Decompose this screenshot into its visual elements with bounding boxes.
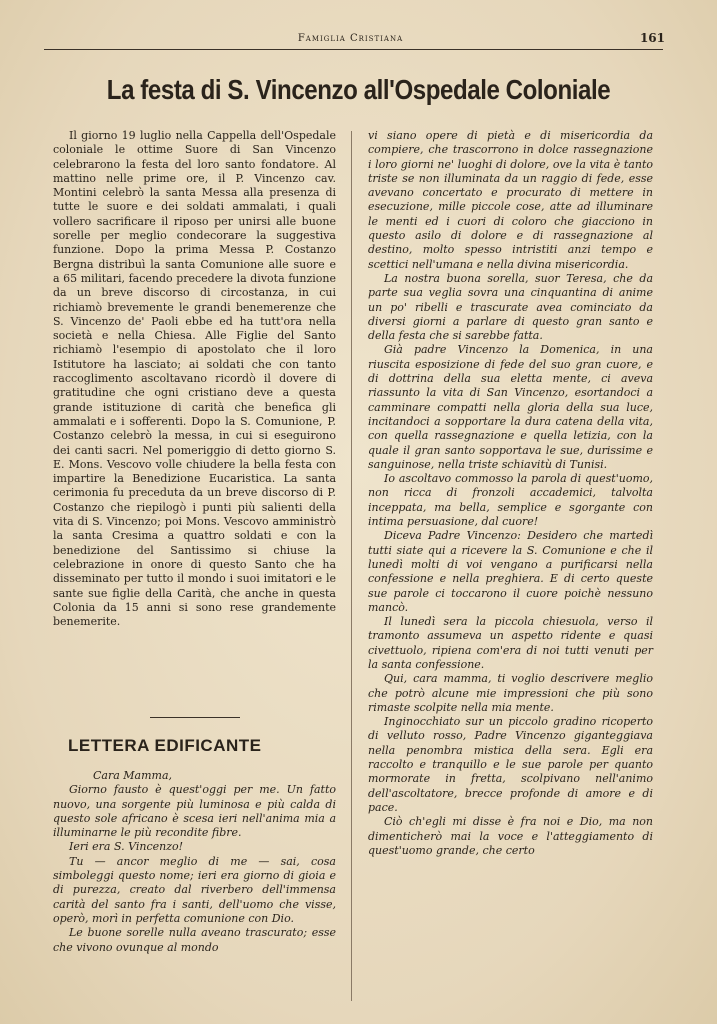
article-body-left-column (53, 129, 336, 629)
page-header (36, 30, 665, 48)
letter-paragraph: Qui, cara mamma, ti voglio descrivere meglio che potrò alcune mie impressioni che più sono rimaste scolpite nella mia mente. (368, 672, 653, 714)
letter-paragraph: La nostra buona sorella, suor Teresa, che da parte sua veglia sovra una cinquantina di anime un po' ribelli e trascurate avea cominciato da diversi giorni a parlare di questo gran santo e della festa che si sarebbe fatta. (368, 271, 653, 343)
letter-heading: LETTERA EDIFICANTE (68, 736, 262, 755)
header-rule (44, 49, 663, 50)
publication-name: Famiglia Cristiana (297, 33, 404, 44)
letter-paragraph: Il lunedì sera la piccola chiesuola, verso il tramonto assumeva un aspetto ridente e quasi civettuolo, ripiena com'era di noi tutti venuti per la santa confessione. (368, 615, 653, 671)
letter-paragraph: Inginocchiato sur un piccolo gradino ricoperto di velluto rosso, Padre Vincenzo giganteggiava nella penombra mistica della sera. Egli era raccolto e tranquillo e le sue parole per quanto mormorate in fretta, scolpivano nell'animo dell'ascoltatore, brecce profonde di amore e di pace. (368, 715, 653, 814)
article-title: La festa di S. Vincenzo all'Ospedale Coloniale (106, 74, 611, 105)
letter-body-right-column (368, 129, 653, 858)
letter-paragraph: Ieri era S. Vincenzo! (69, 840, 184, 854)
letter-paragraph: Tu — ancor meglio di me — sai, cosa simboleggi questo nome; ieri era giorno di gioia e di purezza, creato dal riverbero dell'immensa carità del santo fra i santi, dell'uomo che visse, operò, morì in perfetta comunione con Dio. (53, 854, 336, 925)
letter-paragraph-continued: vi siano opere di pietà e di misericordia da compiere, che trascorrono in dolce rassegnazione i loro giorni ne' luoghi di dolore, ove la vita è tanto triste se non illuminata da un raggio di fede, esse avevano concertato e procurato di mettere in esecuzione, mille piccole cose, atte ad illuminare le menti ed i cuori di coloro che giacciono in questo asilo di dolore e di rassegnazione al destino, molto spesso intristiti anzi tempo e scettici nell'umana e nella divina misericordia. (368, 129, 653, 271)
letter-salutation: Cara Mamma, (93, 769, 173, 782)
letter-paragraph: Giorno fausto è quest'oggi per me. Un fatto nuovo, una sorgente più luminosa e più calda di questo sole africano è scesa ieri nell'anima mia a illuminarne le più recondite fibre. (53, 783, 336, 840)
letter-paragraph: Diceva Padre Vincenzo: Desidero che martedì tutti siate qui a ricevere la S. Comunione e che il lunedì molti di voi vengano a purificarsi nella confessione e nella preghiera. E di certo queste sue parole ci toccarono il cuore poichè nessuno mancò. (368, 529, 653, 614)
letter-paragraph: Ciò ch'egli mi disse è fra noi e Dio, ma non dimenticherò mai la voce e l'atteggiamento di quest'uomo grande, che certo (368, 815, 653, 857)
article-paragraph: Il giorno 19 luglio nella Cappella dell'Ospedale coloniale le ottime Suore di San Vincenzo celebrarono la festa del loro santo fondatore. Al mattino nelle prime ore, il P. Vincenzo cav. Montini celebrò la santa Messa alla presenza di tutte le suore e dei soldati ammalati, i quali vollero sacrificare il riposo per unirsi alle buone sorelle per meglio condecorare la suggestiva funzione. Dopo la prima Messa P. Costanzo Bergna distribuì la santa Comunione alle suore e a 65 militari, facendo precedere la divota funzione da un breve discorso di circostanza, in cui richiamò brevemente le grandi benemerenze che S. Vincenzo de' Paoli ebbe ed ha tutt'ora nella società e nella Chiesa. Alle Figlie del Santo richiamò l'esempio di apostolato che il loro Istitutore ha lasciato; ai soldati che con tanto raccoglimento ascoltavano ricordò il dovere di gratitudine che ogni cristiano deve a questa grande istituzione di carità che benefica gli ammalati e i sofferenti. Dopo la S. Comunione, P. Costanzo celebrò la messa, in cui si eseguirono dei canti sacri. Nel pomeriggio di detto giorno S. E. Mons. Vescovo volle chiudere la bella festa con impartire la Benedizione Eucaristica. La santa cerimonia fu preceduta da un breve discorso di P. Costanzo che riepilogò i punti più salienti della vita di S. Vincenzo; poi Mons. Vescovo amministrò la santa Cresima a quattro soldati e con la benedizione del Santissimo si chiuse la celebrazione in onore di questo Santo che ha disseminato per tutto il mondo i suoi imitatori e le sante sue figlie della Carità, che anche in questa Colonia da 15 anni si sono rese grandemente benemerite. (53, 129, 336, 629)
column-divider (351, 131, 352, 1001)
section-separator-rule (150, 717, 240, 718)
page-number: 161 (639, 31, 665, 45)
letter-body-left-column (53, 769, 336, 955)
letter-paragraph: Io ascoltavo commosso la parola di quest'uomo, non ricca di fronzoli accademici, talvolta inceppata, ma bella, semplice e sgorgante con intima persuasione, dal cuore! (368, 472, 653, 529)
letter-paragraph: Già padre Vincenzo la Domenica, in una riuscita esposizione di fede del suo gran cuore, e di dottrina della sua eletta mente, ci aveva riassunto la vita di San Vincenzo, esortandoci a camminare compatti nella gloria della sua luce, incitandoci a sopportare la dura catena della vita, con quella rassegnazione e quella letizia, con la quale il gran santo sopportava le sue, durissime e sanguinose, nella triste schiavitù di Tunisi. (368, 343, 653, 471)
letter-paragraph: Le buone sorelle nulla aveano trascurato; esse che vivono ovunque al mondo (53, 926, 336, 954)
